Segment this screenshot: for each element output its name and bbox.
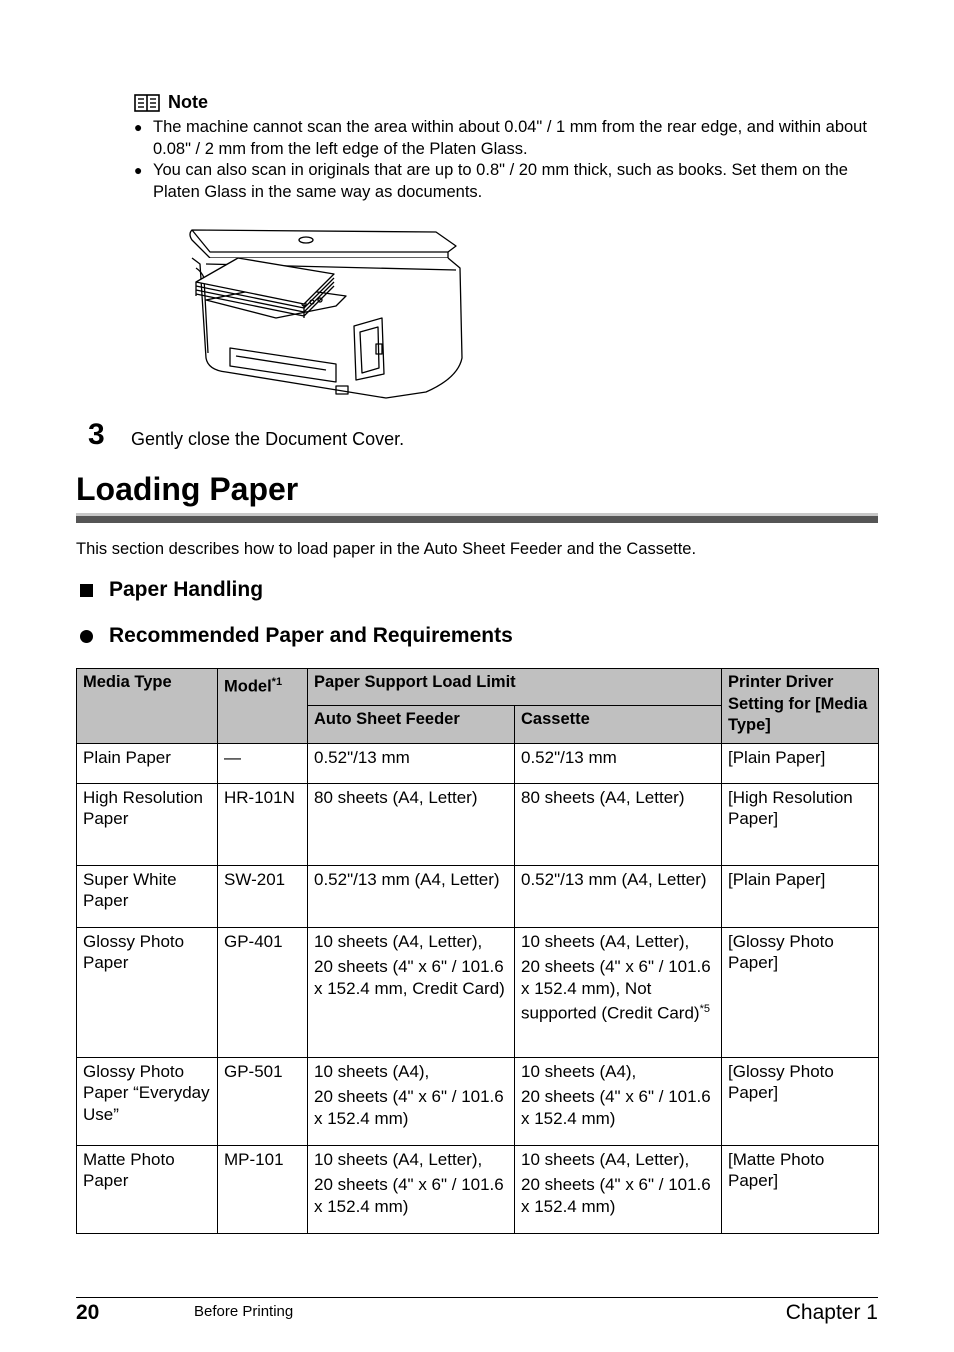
cell-driver-setting [722, 927, 879, 1057]
header-media-type: Media Type [77, 669, 218, 744]
asf-line-1: 80 sheets (A4, Letter) [314, 787, 478, 807]
cell-media-type [77, 865, 218, 927]
cell-auto-sheet-feeder [308, 927, 515, 1057]
table-row [77, 743, 879, 783]
cell-driver-setting [722, 1145, 879, 1233]
cassette-line-2: 20 sheets (4" x 6" / 101.6 x 152.4 mm) [521, 1175, 711, 1216]
cell-driver-setting [722, 1057, 879, 1145]
note-header [134, 92, 208, 113]
subheading-text: Recommended Paper and Requirements [109, 624, 513, 647]
driver-setting-text: [Plain Paper] [728, 747, 826, 767]
asf-line-1: 0.52"/13 mm [314, 747, 410, 767]
header-driver-setting: Printer Driver Setting for [Media Type] [722, 669, 879, 744]
paper-requirements-table [76, 668, 879, 1234]
asf-line-1: 10 sheets (A4), [314, 1061, 430, 1081]
driver-setting-text: [Plain Paper] [728, 869, 826, 889]
cassette-line-1: 0.52"/13 mm (A4, Letter) [521, 869, 707, 889]
cassette-line-1: 80 sheets (A4, Letter) [521, 787, 685, 807]
bullet-icon: ● [134, 162, 143, 178]
cell-auto-sheet-feeder [308, 1057, 515, 1145]
bullet-icon: ● [134, 119, 143, 135]
section-intro: This section describes how to load paper in the Auto Sheet Feeder and the Cassette. [76, 540, 697, 558]
header-model: Model$^{*1}$ [218, 669, 308, 744]
book-note-icon [134, 94, 160, 112]
header-load-limit: Paper Support Load Limit [308, 669, 722, 706]
step-text: Gently close the Document Cover. [131, 429, 405, 449]
table-row [77, 927, 879, 1057]
cassette-line-2: 20 sheets (4" x 6" / 101.6 x 152.4 mm), Not supported (Credit Card)$^{*5}$ [521, 957, 711, 1023]
media-type-text: High Resolution Paper [83, 787, 204, 828]
title-rule-dark [76, 516, 878, 523]
cell-cassette [515, 1057, 722, 1145]
asf-line-2: 20 sheets (4" x 6" / 101.6 x 152.4 mm) [314, 1087, 504, 1128]
header-cassette: Cassette [515, 706, 722, 743]
cell-auto-sheet-feeder [308, 783, 515, 865]
media-type-text: Super White Paper [83, 869, 177, 910]
note-item-text: The machine cannot scan the area within about 0.04" / 1 mm from the rear edge, and within about 0.08" / 2 mm from the left edge of the Platen Glass. [153, 118, 867, 158]
page-number: 20 [76, 1301, 100, 1324]
footer-chapter: Chapter 1 [785, 1301, 878, 1324]
cell-driver-setting [722, 743, 879, 783]
cassette-line-1: 10 sheets (A4, Letter), [521, 1149, 690, 1169]
cell-model [218, 743, 308, 783]
cell-media-type [77, 1057, 218, 1145]
asf-line-2: 20 sheets (4" x 6" / 101.6 x 152.4 mm, Credit Card) [314, 957, 505, 998]
step-number: 3 [88, 418, 105, 451]
media-type-text: Matte Photo Paper [83, 1149, 175, 1190]
note-item [134, 160, 874, 203]
cell-model [218, 865, 308, 927]
table-row [77, 1145, 879, 1233]
header-auto-sheet-feeder: Auto Sheet Feeder [308, 706, 515, 743]
cell-model [218, 783, 308, 865]
table-row [77, 1057, 879, 1145]
media-type-text: Glossy Photo Paper “Everyday Use” [83, 1061, 210, 1124]
asf-line-1: 10 sheets (A4, Letter), [314, 1149, 483, 1169]
cell-auto-sheet-feeder [308, 865, 515, 927]
driver-setting-text: [Glossy Photo Paper] [728, 1061, 834, 1102]
cell-cassette [515, 927, 722, 1057]
model-text: SW-201 [224, 869, 286, 889]
model-text: — [224, 747, 241, 767]
table-row [77, 783, 879, 865]
model-text: HR-101N [224, 787, 295, 807]
footer-rule [76, 1297, 878, 1298]
table-row [77, 865, 879, 927]
subheading-recommended-paper [78, 624, 513, 648]
driver-setting-text: [Matte Photo Paper] [728, 1149, 825, 1190]
note-title: Note [168, 92, 208, 112]
model-text: GP-501 [224, 1061, 283, 1081]
note-item [134, 117, 874, 160]
media-type-text: Plain Paper [83, 747, 171, 767]
model-text: MP-101 [224, 1149, 284, 1169]
footer-section: Before Printing [194, 1303, 294, 1320]
media-type-text: Glossy Photo Paper [83, 931, 185, 972]
section-title: Loading Paper [76, 471, 299, 507]
cassette-line-2: 20 sheets (4" x 6" / 101.6 x 152.4 mm) [521, 1087, 711, 1128]
cell-driver-setting [722, 783, 879, 865]
cell-media-type [77, 783, 218, 865]
cell-media-type [77, 1145, 218, 1233]
table-header-row [77, 669, 879, 706]
cassette-line-1: 0.52"/13 mm [521, 747, 617, 767]
model-text: GP-401 [224, 931, 283, 951]
cell-driver-setting [722, 865, 879, 927]
cell-cassette [515, 1145, 722, 1233]
driver-setting-text: [High Resolution Paper] [728, 787, 853, 828]
driver-setting-text: [Glossy Photo Paper] [728, 931, 834, 972]
cell-cassette [515, 865, 722, 927]
cell-auto-sheet-feeder [308, 743, 515, 783]
asf-line-2: 20 sheets (4" x 6" / 101.6 x 152.4 mm) [314, 1175, 504, 1216]
cell-media-type [77, 927, 218, 1057]
note-list [134, 117, 874, 203]
round-bullet-icon [80, 630, 93, 643]
subheading-text: Paper Handling [109, 578, 264, 601]
subheading-paper-handling [78, 578, 263, 602]
asf-line-1: 10 sheets (A4, Letter), [314, 931, 483, 951]
square-bullet-icon [80, 584, 93, 597]
note-item-text: You can also scan in originals that are up to 0.8" / 20 mm thick, such as books. Set them on the Platen Glass in the same way as documents. [153, 161, 848, 201]
cassette-line-1: 10 sheets (A4), [521, 1061, 637, 1081]
cell-media-type [77, 743, 218, 783]
cell-model [218, 1057, 308, 1145]
cell-cassette [515, 783, 722, 865]
cell-auto-sheet-feeder [308, 1145, 515, 1233]
cell-model [218, 927, 308, 1057]
footnote-ref: *5 [699, 1003, 710, 1015]
cell-model [218, 1145, 308, 1233]
cell-cassette [515, 743, 722, 783]
asf-line-1: 0.52"/13 mm (A4, Letter) [314, 869, 500, 889]
cassette-line-1: 10 sheets (A4, Letter), [521, 931, 690, 951]
printer-scanner-illustration [186, 208, 464, 406]
